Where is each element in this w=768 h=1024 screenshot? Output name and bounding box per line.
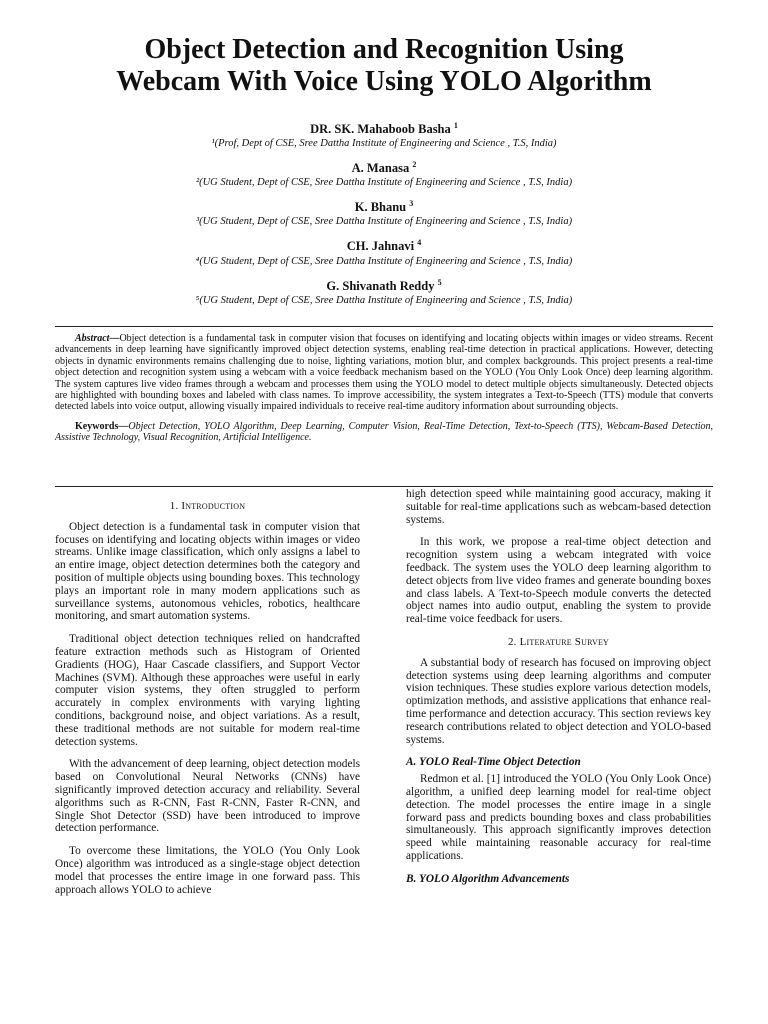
title-line-2: Webcam With Voice Using YOLO Algorithm [116, 66, 652, 97]
author-block [40, 275, 728, 308]
author-name: CH. Jahnavi [346, 239, 415, 254]
keywords-label: Keywords— [75, 420, 129, 432]
abstract-block [55, 333, 713, 444]
author-sup: 3 [409, 199, 414, 209]
author-name: A. Manasa [351, 161, 410, 176]
author-block [40, 196, 728, 229]
abstract-paragraph [55, 333, 713, 413]
body-paragraph: Traditional object detection techniques relied on handcrafted feature extraction methods such as Histogram of Oriented Gradients (HOG), Haar Cascade classifiers, and Support Vector Machines (SVM). Although these approaches were useful in early computer vision systems, they often struggled to perform accurately in complex environments with varying lighting conditions, background noise, and object variations. As a result, these traditional methods are not suitable for modern real-time detection systems. [55, 633, 360, 748]
author-block [40, 235, 728, 268]
author-list [40, 118, 728, 314]
author-affiliation: ⁴(UG Student, Dept of CSE, Sree Dattha Institute of Engineering and Science , T.S, India) [195, 255, 573, 267]
author-name: DR. SK. Mahaboob Basha [310, 122, 451, 137]
section-heading-introduction: 1. Introduction [169, 500, 246, 512]
author-sup: 4 [417, 238, 422, 248]
author-affiliation: ¹(Prof, Dept of CSE, Sree Dattha Institute of Engineering and Science , T.S, India) [211, 138, 557, 150]
abstract-text: Object detection is a fundamental task in computer vision that focuses on identifying and locating objects within images or video streams. Recent advancements in deep learning have significantly improved object detection systems, enabling real-time detection in practical applications. However, detecting objects in dynamic environments remains challenging due to noise, lighting variations, motion blur, and complex backgrounds. This project presents a real-time object detection and recognition system using a webcam with a voice feedback mechanism based on the YOLO (You Only Look Once) deep learning algorithm. The system captures live video frames through a webcam and processes them using the YOLO model to detect multiple objects simultaneously. Detected objects are highlighted with bounding boxes and labeled with class names. To improve accessibility, the system integrates a Text-to-Speech (TTS) module that converts detected labels into voice output, allowing visually impaired individuals to receive real-time auditory information about surrounding objects. [55, 333, 713, 413]
abstract-bottom-rule [55, 486, 713, 487]
body-paragraph: A substantial body of research has focused on improving object detection systems using deep learning algorithms and computer vision techniques. These studies explore various detection models, optimization methods, and assistive applications that enhance real-time performance and detection accuracy. This section reviews key research contributions related to object detection and YOLO-based systems. [406, 656, 711, 746]
author-sup: 5 [437, 277, 442, 287]
keywords-text: Object Detection, YOLO Algorithm, Deep Learning, Computer Vision, Real-Time Detection, Text-to-Speech (TTS), Webcam-Based Detection, Assistive Technology, Visual Recognition, Artificial Intelligence. [55, 420, 713, 444]
keywords-paragraph [55, 421, 713, 444]
author-name: K. Bhanu [354, 200, 407, 215]
author-affiliation: ³(UG Student, Dept of CSE, Sree Dattha Institute of Engineering and Science , T.S, India) [195, 216, 573, 228]
body-paragraph: With the advancement of deep learning, object detection models based on Convolutional Neural Networks (CNNs) have significantly improved detection accuracy and reliability. Several algorithms such as R-CNN, Fast R-CNN, Faster R-CNN, and Single Shot Detector (SSD) have been introduced to improve detection performance. [55, 758, 360, 835]
title-line-1: Object Detection and Recognition Using [144, 34, 624, 65]
author-block [40, 118, 728, 151]
author-block [40, 157, 728, 190]
section-heading-literature-survey: 2. Literature Survey [507, 635, 610, 648]
abstract-label: Abstract— [75, 333, 120, 344]
subsection-heading-b: B. YOLO Algorithm Advancements [406, 872, 570, 885]
body-paragraph: high detection speed while maintaining good accuracy, making it suitable for real-time applications such as webcam-based detection systems. [406, 488, 711, 526]
body-paragraph: To overcome these limitations, the YOLO (You Only Look Once) algorithm was introduced as a single-stage object detection model that processes the entire image in one forward pass. This approach allows YOLO to achieve [55, 845, 360, 896]
left-column [55, 488, 360, 906]
author-affiliation: ²(UG Student, Dept of CSE, Sree Dattha Institute of Engineering and Science , T.S, India) [195, 177, 573, 189]
author-sup: 1 [453, 121, 458, 130]
abstract-top-rule [55, 326, 713, 327]
paper-title [40, 34, 728, 98]
right-column [406, 488, 711, 890]
subsection-heading-a: A. YOLO Real-Time Object Detection [406, 756, 581, 769]
body-paragraph: In this work, we propose a real-time object detection and recognition system using a webcam integrated with voice feedback. The system uses the YOLO deep learning algorithm to detect objects from live video frames and generate bounding boxes and class labels. A Text-to-Speech module converts the detected object names into audio output, enabling the system to provide real-time voice feedback for users. [406, 536, 711, 626]
author-affiliation: ⁵(UG Student, Dept of CSE, Sree Dattha Institute of Engineering and Science , T.S, India) [195, 294, 573, 306]
author-name: G. Shivanath Reddy [326, 278, 435, 293]
body-paragraph: Object detection is a fundamental task in computer vision that focuses on identifying and locating objects within images or video streams. Unlike image classification, which only assigns a label to an entire image, object detection determines both the category and position of multiple objects using bounding boxes. This technology plays an important role in many modern applications such as surveillance systems, autonomous vehicles, robotics, healthcare monitoring, and smart automation systems. [55, 520, 360, 623]
author-sup: 2 [412, 160, 417, 170]
body-paragraph: Redmon et al. [1] introduced the YOLO (You Only Look Once) algorithm, a unified deep learning model for real-time object detection. The model processes the entire image in a single forward pass and predicts bounding boxes and class probabilities simultaneously. This approach significantly improves detection speed while maintaining reasonable accuracy for real-time applications. [406, 773, 711, 862]
